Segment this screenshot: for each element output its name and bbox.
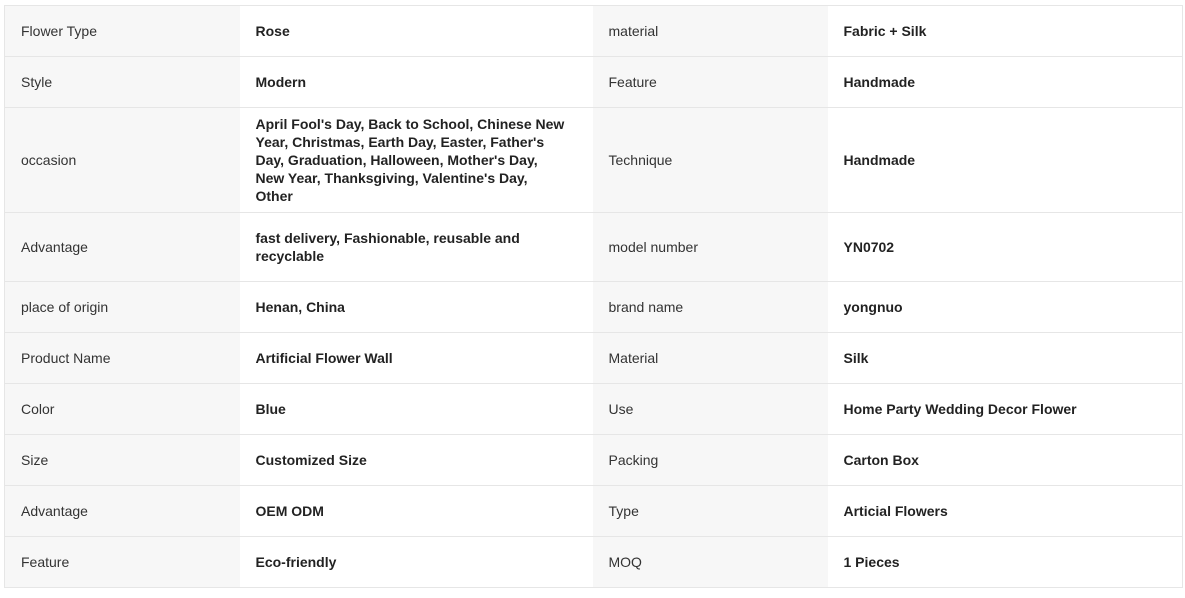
spec-value: YN0702: [828, 213, 1183, 282]
spec-value: OEM ODM: [240, 486, 593, 537]
spec-value: April Fool's Day, Back to School, Chinese New Year, Christmas, Earth Day, Easter, Father's Day, Graduation, Halloween, Mother's Day, New Year, Thanksgiving, Valentine's Day, Other: [240, 108, 593, 213]
spec-label: brand name: [593, 282, 828, 333]
spec-value: 1 Pieces: [828, 537, 1183, 588]
spec-label: Size: [5, 435, 240, 486]
spec-label: Color: [5, 384, 240, 435]
spec-label: Type: [593, 486, 828, 537]
spec-label: model number: [593, 213, 828, 282]
spec-value: Fabric + Silk: [828, 6, 1183, 57]
spec-value: Blue: [240, 384, 593, 435]
spec-label: MOQ: [593, 537, 828, 588]
spec-row: [5, 57, 1183, 108]
spec-label: Advantage: [5, 486, 240, 537]
spec-row: [5, 213, 1183, 282]
spec-value: Home Party Wedding Decor Flower: [828, 384, 1183, 435]
spec-label: Style: [5, 57, 240, 108]
spec-row: [5, 108, 1183, 213]
spec-value: Modern: [240, 57, 593, 108]
spec-row: [5, 486, 1183, 537]
spec-row: [5, 282, 1183, 333]
spec-label: Product Name: [5, 333, 240, 384]
spec-label: material: [593, 6, 828, 57]
spec-value: Silk: [828, 333, 1183, 384]
spec-label: Feature: [593, 57, 828, 108]
spec-value: Customized Size: [240, 435, 593, 486]
spec-value: Henan, China: [240, 282, 593, 333]
spec-value: Eco-friendly: [240, 537, 593, 588]
spec-label: place of origin: [5, 282, 240, 333]
spec-label: Feature: [5, 537, 240, 588]
spec-value: Articial Flowers: [828, 486, 1183, 537]
spec-row: [5, 6, 1183, 57]
spec-row: [5, 384, 1183, 435]
spec-value: Artificial Flower Wall: [240, 333, 593, 384]
product-spec-table: [4, 5, 1183, 588]
spec-value: yongnuo: [828, 282, 1183, 333]
spec-value: Handmade: [828, 57, 1183, 108]
spec-value: Handmade: [828, 108, 1183, 213]
spec-label: occasion: [5, 108, 240, 213]
spec-label: Advantage: [5, 213, 240, 282]
spec-label: Flower Type: [5, 6, 240, 57]
spec-value: Rose: [240, 6, 593, 57]
spec-label: Use: [593, 384, 828, 435]
spec-row: [5, 333, 1183, 384]
spec-value: Carton Box: [828, 435, 1183, 486]
spec-label: Technique: [593, 108, 828, 213]
spec-label: Material: [593, 333, 828, 384]
spec-row: [5, 537, 1183, 588]
spec-value: fast delivery, Fashionable, reusable and recyclable: [240, 213, 593, 282]
spec-row: [5, 435, 1183, 486]
spec-label: Packing: [593, 435, 828, 486]
